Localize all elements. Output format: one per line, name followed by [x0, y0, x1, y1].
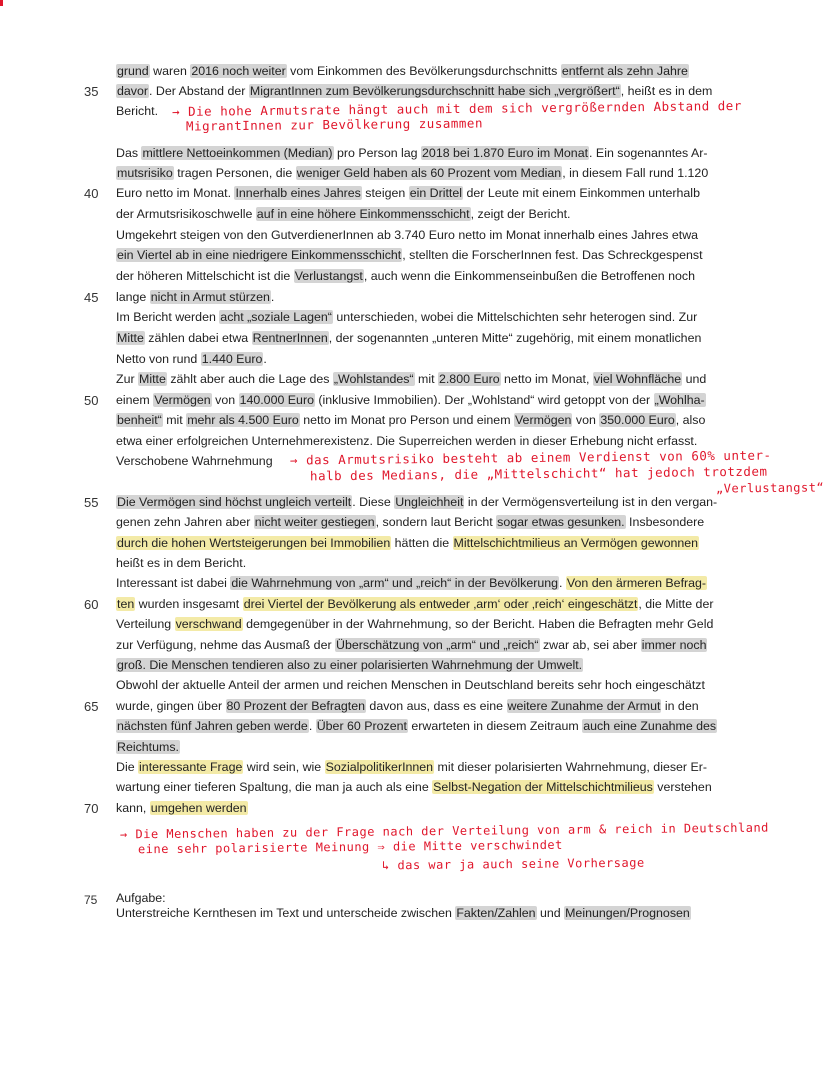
text-line: zur Verfügung, nehme das Ausmaß der Überschätzung von „arm“ und „reich“ zwar ab, sei aber immer noch	[116, 638, 707, 652]
text-line: Das mittlere Nettoeinkommen (Median) pro Person lag 2018 bei 1.870 Euro im Monat. Ein sogenanntes Ar-	[116, 146, 708, 160]
text-line: grund waren 2016 noch weiter vom Einkommen des Bevölkerungsdurchschnitts entfernt als zehn Jahre	[117, 64, 688, 78]
text-line: Die Vermögen sind höchst ungleich verteilt. Diese Ungleichheit in der Vermögensverteilung ist in den vergan-	[117, 495, 718, 509]
handwritten-note: MigrantInnen zur Bevölkerung zusammen	[185, 115, 484, 134]
handwritten-note: eine sehr polarisierte Meinung ⇒ die Mitte verschwindet	[137, 837, 563, 857]
subheading: Verschobene Wahrnehmung	[116, 454, 273, 468]
text-line: mutsrisiko tragen Personen, die weniger Geld haben als 60 Prozent vom Median, in diesem Fall rund 1.120	[117, 166, 709, 180]
handwritten-note: → Die hohe Armutsrate hängt auch mit dem sich vergrößernden Abstand der	[171, 98, 742, 119]
text-line: Reichtums.	[117, 740, 179, 754]
handwritten-note: „Verlustangst“	[715, 480, 825, 496]
text-line: der Armutsrisikoschwelle auf in eine höhere Einkommensschicht, zeigt der Bericht.	[116, 207, 571, 221]
text-line: einem Vermögen von 140.000 Euro (inklusive Immobilien). Der „Wohlstand“ wird getoppt von der „Wohlha-	[116, 393, 705, 407]
text-line: ten wurden insgesamt drei Viertel der Bevölkerung als entweder ‚arm‘ oder ‚reich‘ eingeschätzt, die Mitte der	[117, 597, 714, 611]
text-line: etwa einer erfolgreichen Unternehmerexistenz. Die Superreichen werden in dieser Erhebung nicht erfasst.	[116, 434, 698, 448]
text-line: ein Viertel ab in eine niedrigere Einkommensschicht, stellten die ForscherInnen fest. Das Schreckgespenst	[117, 248, 703, 262]
text-line: davor. Der Abstand der MigrantInnen zum Bevölkerungsdurchschnitt habe sich „vergrößert“, heißt es in dem	[117, 84, 713, 98]
line-number-45: 45	[84, 290, 99, 305]
text-line: groß. Die Menschen tendieren also zu einer polarisierten Wahrnehmung der Umwelt.	[117, 658, 583, 672]
text-line: Die interessante Frage wird sein, wie SozialpolitikerInnen mit dieser polarisierten Wahrnehmung, dieser Er-	[116, 760, 708, 774]
text-line: Zur Mitte zählt aber auch die Lage des „Wohlstandes“ mit 2.800 Euro netto im Monat, viel Wohnfläche und	[116, 372, 707, 386]
text-line: durch die hohen Wertsteigerungen bei Immobilien hätten die Mittelschichtmilieus an Vermögen gewonnen	[117, 536, 699, 550]
line-number-40: 40	[84, 186, 99, 201]
text-line: Obwohl der aktuelle Anteil der armen und reichen Menschen in Deutschland bereits sehr hoch eingeschätzt	[116, 678, 705, 692]
text-line: Umgekehrt steigen von den GutverdienerInnen ab 3.740 Euro netto im Monat innerhalb eines Jahres etwa	[116, 228, 699, 242]
red-mark	[0, 0, 3, 6]
text-line: lange nicht in Armut stürzen.	[116, 290, 275, 304]
text-line: Bericht.	[116, 104, 159, 118]
text-line: nächsten fünf Jahren geben werde. Über 60 Prozent erwarteten in diesem Zeitraum auch eine Zunahme des	[117, 719, 717, 733]
text-line: benheit“ mit mehr als 4.500 Euro netto im Monat pro Person und einem Vermögen von 350.000 Euro, also	[117, 413, 706, 427]
text-line: wurde, gingen über 80 Prozent der Befragten davon aus, dass es eine weitere Zunahme der Armut in den	[116, 699, 699, 713]
text-line: heißt es in dem Bericht.	[116, 556, 247, 570]
text-line: Netto von rund 1.440 Euro.	[116, 352, 267, 366]
line-number-50: 50	[84, 393, 99, 408]
text-line: Mitte zählen dabei etwa RentnerInnen, der sogenannten „unteren Mitte“ zugehörig, mit einem monatlichen	[117, 331, 702, 345]
text-line: Verteilung verschwand demgegenüber in der Wahrnehmung, so der Bericht. Haben die Befragten mehr Geld	[116, 617, 714, 631]
handwritten-note: → das Armutsrisiko besteht ab einem Verdienst von 60% unter-	[289, 447, 772, 468]
line-number-35: 35	[84, 84, 99, 99]
text-line: Euro netto im Monat. Innerhalb eines Jahres steigen ein Drittel der Leute mit einem Einkommen unterhalb	[116, 186, 700, 200]
line-number-70: 70	[84, 801, 99, 816]
line-number-65: 65	[84, 699, 99, 714]
line-number-75: 75	[84, 893, 98, 907]
text-line: Interessant ist dabei die Wahrnehmung von „arm“ und „reich“ in der Bevölkerung. Von den ärmeren Befrag-	[116, 576, 707, 590]
line-number-60: 60	[84, 597, 99, 612]
text-line: kann, umgehen werden	[116, 801, 247, 815]
handwritten-note: halb des Medians, die „Mittelschicht“ hat jedoch trotzdem	[309, 463, 768, 484]
task-text: Unterstreiche Kernthesen im Text und unterscheide zwischen Fakten/Zahlen und Meinungen/Prognosen	[116, 906, 690, 920]
text-line: der höheren Mittelschicht ist die Verlustangst, auch wenn die Einkommenseinbußen die Betroffenen noch	[116, 269, 695, 283]
text-line: genen zehn Jahren aber nicht weiter gestiegen, sondern laut Bericht sogar etwas gesunken. Insbesondere	[116, 515, 705, 529]
task-title: Aufgabe:	[116, 891, 166, 905]
text-line: wartung einer tieferen Spaltung, die man ja auch als eine Selbst-Negation der Mittelschichtmilieus verstehen	[116, 780, 712, 794]
handwritten-note: ↳ das war ja auch seine Vorhersage	[381, 855, 645, 873]
handwritten-note: → Die Menschen haben zu der Frage nach der Verteilung von arm & reich in Deutschland	[119, 820, 769, 842]
line-number-55: 55	[84, 495, 99, 510]
text-line: Im Bericht werden acht „soziale Lagen“ unterschieden, wobei die Mittelschichten sehr heterogen sind. Zur	[116, 310, 698, 324]
